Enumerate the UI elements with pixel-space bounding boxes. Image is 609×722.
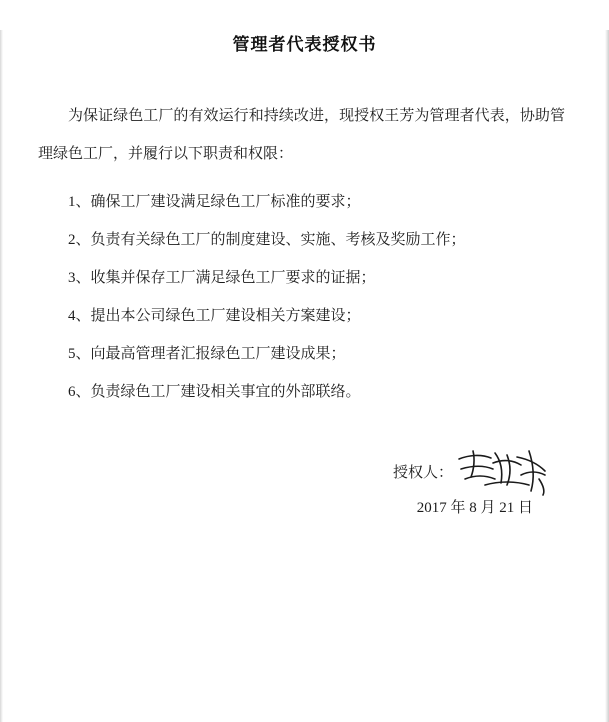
list-item: 3、收集并保存工厂满足绿色工厂要求的证据； <box>68 270 376 286</box>
document-page <box>0 30 609 722</box>
page-right-edge-shadow <box>605 30 609 722</box>
signature-handwriting-icon <box>455 451 551 491</box>
list-item: 1、确保工厂建设满足绿色工厂标准的要求； <box>68 194 361 210</box>
signature-label: 授权人： <box>392 464 453 481</box>
page-title: 管理者代表授权书 <box>232 35 377 54</box>
page-left-edge-shadow <box>0 30 3 722</box>
document-body <box>0 97 609 411</box>
list-item: 5、向最高管理者汇报绿色工厂建设成果； <box>68 346 346 362</box>
signature-row <box>281 452 551 490</box>
body-paragraph: 为保证绿色工厂的有效运行和持续改进，现授权王芳为管理者代表，协助管理绿色工厂，并履行以下职责和权限： <box>38 108 565 162</box>
signature-block <box>281 452 551 517</box>
list-item: 6、负责绿色工厂建设相关事宜的外部联络。 <box>68 384 361 400</box>
list-item: 2、负责有关绿色工厂的制度建设、实施、考核及奖励工作； <box>68 232 466 248</box>
signature-date: 2017 年 8 月 21 日 <box>416 500 533 516</box>
list-item: 4、提出本公司绿色工厂建设相关方案建设； <box>68 308 361 324</box>
duty-list <box>38 183 565 411</box>
